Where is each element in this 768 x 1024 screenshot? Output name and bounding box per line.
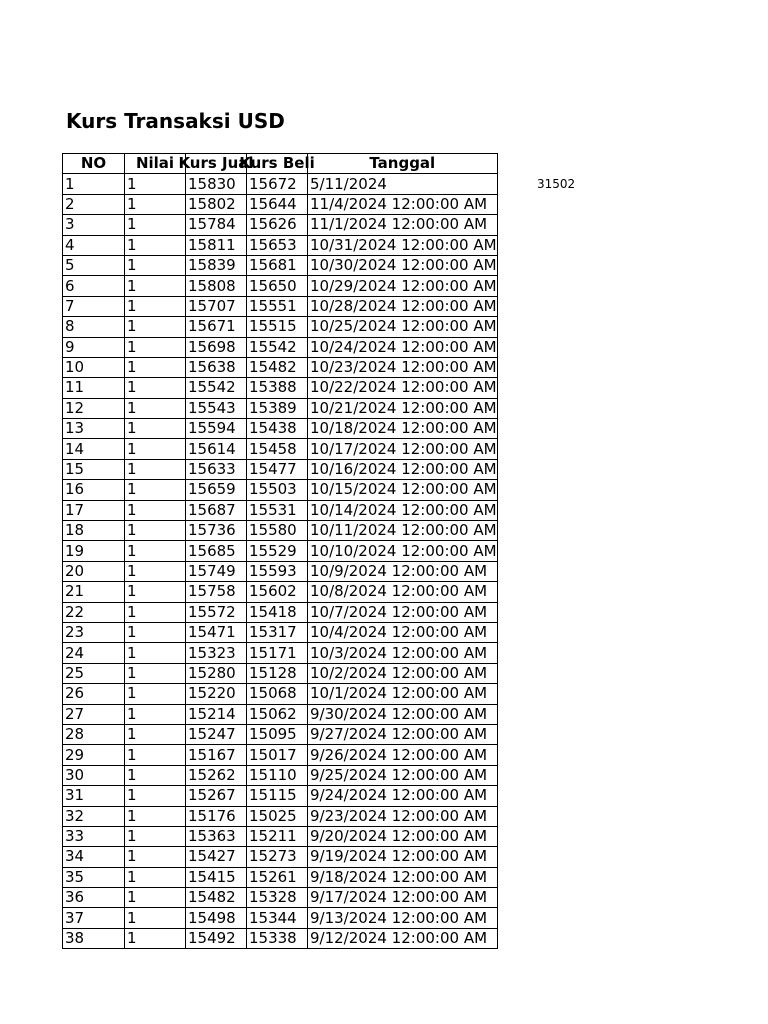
- cell-kurs-beli: 15068: [247, 684, 308, 704]
- header-kurs-beli: Kurs Beli: [239, 154, 315, 173]
- cell-no: 4: [63, 235, 125, 255]
- cell-kurs-beli: 15580: [247, 521, 308, 541]
- cell-no: 20: [63, 561, 125, 581]
- cell-kurs-beli: 15681: [247, 255, 308, 275]
- cell-no: 3: [63, 215, 125, 235]
- table-row: [63, 194, 498, 214]
- cell-nilai: 1: [125, 745, 186, 765]
- cell-no: 32: [63, 806, 125, 826]
- cell-tanggal: 10/25/2024 12:00:00 AM: [308, 317, 498, 337]
- cell-nilai: 1: [125, 235, 186, 255]
- cell-tanggal: 10/10/2024 12:00:00 AM: [308, 541, 498, 561]
- cell-nilai: 1: [125, 582, 186, 602]
- cell-kurs-jual: 15267: [186, 786, 247, 806]
- cell-kurs-beli: 15273: [247, 847, 308, 867]
- cell-tanggal: 10/11/2024 12:00:00 AM: [308, 521, 498, 541]
- cell-no: 18: [63, 521, 125, 541]
- cell-no: 21: [63, 582, 125, 602]
- cell-tanggal: 10/7/2024 12:00:00 AM: [308, 602, 498, 622]
- cell-kurs-beli: 15602: [247, 582, 308, 602]
- cell-kurs-jual: 15749: [186, 561, 247, 581]
- table-row: [63, 745, 498, 765]
- table-body: [63, 174, 498, 949]
- cell-no: 29: [63, 745, 125, 765]
- cell-tanggal: 10/4/2024 12:00:00 AM: [308, 622, 498, 642]
- cell-nilai: 1: [125, 928, 186, 948]
- table-row: [63, 419, 498, 439]
- table-row: [63, 867, 498, 887]
- cell-tanggal: 10/29/2024 12:00:00 AM: [308, 276, 498, 296]
- cell-kurs-beli: 15653: [247, 235, 308, 255]
- cell-kurs-beli: 15261: [247, 867, 308, 887]
- cell-tanggal: 10/3/2024 12:00:00 AM: [308, 643, 498, 663]
- cell-no: 34: [63, 847, 125, 867]
- cell-tanggal: 9/25/2024 12:00:00 AM: [308, 765, 498, 785]
- cell-tanggal: 10/30/2024 12:00:00 AM: [308, 255, 498, 275]
- cell-tanggal: 11/1/2024 12:00:00 AM: [308, 215, 498, 235]
- cell-tanggal: 10/14/2024 12:00:00 AM: [308, 500, 498, 520]
- cell-nilai: 1: [125, 663, 186, 683]
- cell-nilai: 1: [125, 194, 186, 214]
- cell-kurs-beli: 15531: [247, 500, 308, 520]
- cell-tanggal: 10/23/2024 12:00:00 AM: [308, 357, 498, 377]
- cell-tanggal: 5/11/2024: [308, 174, 498, 194]
- header-nilai: Nilai: [125, 154, 186, 174]
- cell-kurs-jual: 15839: [186, 255, 247, 275]
- cell-no: 17: [63, 500, 125, 520]
- cell-kurs-jual: 15707: [186, 296, 247, 316]
- cell-kurs-beli: 15211: [247, 826, 308, 846]
- cell-tanggal: 10/16/2024 12:00:00 AM: [308, 459, 498, 479]
- cell-kurs-beli: 15438: [247, 419, 308, 439]
- cell-kurs-beli: 15128: [247, 663, 308, 683]
- cell-tanggal: 10/9/2024 12:00:00 AM: [308, 561, 498, 581]
- cell-kurs-jual: 15542: [186, 378, 247, 398]
- table-row: [63, 622, 498, 642]
- cell-no: 1: [63, 174, 125, 194]
- cell-tanggal: 10/24/2024 12:00:00 AM: [308, 337, 498, 357]
- cell-kurs-beli: 15095: [247, 724, 308, 744]
- cell-no: 23: [63, 622, 125, 642]
- cell-kurs-jual: 15698: [186, 337, 247, 357]
- cell-nilai: 1: [125, 765, 186, 785]
- cell-no: 10: [63, 357, 125, 377]
- cell-tanggal: 11/4/2024 12:00:00 AM: [308, 194, 498, 214]
- table-row: [63, 847, 498, 867]
- table-row: [63, 826, 498, 846]
- cell-tanggal: 9/13/2024 12:00:00 AM: [308, 908, 498, 928]
- cell-kurs-beli: 15593: [247, 561, 308, 581]
- cell-nilai: 1: [125, 215, 186, 235]
- table-row: [63, 643, 498, 663]
- cell-kurs-jual: 15262: [186, 765, 247, 785]
- cell-kurs-jual: 15659: [186, 480, 247, 500]
- cell-tanggal: 9/24/2024 12:00:00 AM: [308, 786, 498, 806]
- cell-nilai: 1: [125, 847, 186, 867]
- cell-kurs-beli: 15418: [247, 602, 308, 622]
- cell-nilai: 1: [125, 602, 186, 622]
- table-row: [63, 786, 498, 806]
- cell-kurs-jual: 15498: [186, 908, 247, 928]
- cell-nilai: 1: [125, 622, 186, 642]
- side-note-value: 31502: [537, 177, 576, 191]
- cell-kurs-beli: 15110: [247, 765, 308, 785]
- cell-kurs-jual: 15736: [186, 521, 247, 541]
- cell-no: 33: [63, 826, 125, 846]
- cell-no: 24: [63, 643, 125, 663]
- cell-nilai: 1: [125, 643, 186, 663]
- cell-kurs-beli: 15551: [247, 296, 308, 316]
- cell-kurs-beli: 15389: [247, 398, 308, 418]
- table-row: [63, 255, 498, 275]
- cell-kurs-beli: 15515: [247, 317, 308, 337]
- cell-no: 35: [63, 867, 125, 887]
- cell-no: 22: [63, 602, 125, 622]
- cell-no: 28: [63, 724, 125, 744]
- cell-kurs-beli: 15650: [247, 276, 308, 296]
- table-row: [63, 888, 498, 908]
- cell-nilai: 1: [125, 888, 186, 908]
- table-row: [63, 582, 498, 602]
- cell-nilai: 1: [125, 398, 186, 418]
- cell-no: 12: [63, 398, 125, 418]
- cell-tanggal: 9/27/2024 12:00:00 AM: [308, 724, 498, 744]
- cell-no: 14: [63, 439, 125, 459]
- cell-kurs-jual: 15323: [186, 643, 247, 663]
- cell-kurs-jual: 15543: [186, 398, 247, 418]
- cell-no: 36: [63, 888, 125, 908]
- cell-nilai: 1: [125, 786, 186, 806]
- cell-kurs-beli: 15503: [247, 480, 308, 500]
- cell-kurs-beli: 15542: [247, 337, 308, 357]
- cell-tanggal: 9/20/2024 12:00:00 AM: [308, 826, 498, 846]
- cell-nilai: 1: [125, 704, 186, 724]
- cell-nilai: 1: [125, 826, 186, 846]
- table-row: [63, 480, 498, 500]
- cell-tanggal: 10/18/2024 12:00:00 AM: [308, 419, 498, 439]
- cell-kurs-beli: 15338: [247, 928, 308, 948]
- page-title: Kurs Transaksi USD: [66, 109, 285, 133]
- cell-no: 31: [63, 786, 125, 806]
- cell-tanggal: 10/21/2024 12:00:00 AM: [308, 398, 498, 418]
- cell-kurs-jual: 15363: [186, 826, 247, 846]
- cell-kurs-beli: 15317: [247, 622, 308, 642]
- cell-kurs-beli: 15672: [247, 174, 308, 194]
- cell-kurs-jual: 15633: [186, 459, 247, 479]
- cell-no: 9: [63, 337, 125, 357]
- table-row: [63, 439, 498, 459]
- table-row: [63, 459, 498, 479]
- table-row: [63, 928, 498, 948]
- table-row: [63, 378, 498, 398]
- cell-nilai: 1: [125, 541, 186, 561]
- table-row: [63, 765, 498, 785]
- cell-no: 11: [63, 378, 125, 398]
- table-row: [63, 521, 498, 541]
- cell-nilai: 1: [125, 521, 186, 541]
- cell-nilai: 1: [125, 174, 186, 194]
- table-row: [63, 296, 498, 316]
- cell-kurs-jual: 15427: [186, 847, 247, 867]
- cell-kurs-jual: 15471: [186, 622, 247, 642]
- table-row: [63, 663, 498, 683]
- cell-tanggal: 9/30/2024 12:00:00 AM: [308, 704, 498, 724]
- cell-kurs-beli: 15626: [247, 215, 308, 235]
- cell-kurs-jual: 15482: [186, 888, 247, 908]
- cell-kurs-jual: 15671: [186, 317, 247, 337]
- kurs-table: [62, 153, 498, 949]
- cell-tanggal: 10/1/2024 12:00:00 AM: [308, 684, 498, 704]
- cell-tanggal: 10/2/2024 12:00:00 AM: [308, 663, 498, 683]
- table-row: [63, 602, 498, 622]
- cell-kurs-jual: 15638: [186, 357, 247, 377]
- cell-kurs-beli: 15458: [247, 439, 308, 459]
- cell-kurs-jual: 15247: [186, 724, 247, 744]
- cell-kurs-beli: 15025: [247, 806, 308, 826]
- cell-kurs-beli: 15482: [247, 357, 308, 377]
- header-kurs-jual: Kurs Jual: [178, 154, 254, 173]
- cell-kurs-jual: 15614: [186, 439, 247, 459]
- cell-tanggal: 9/19/2024 12:00:00 AM: [308, 847, 498, 867]
- cell-nilai: 1: [125, 459, 186, 479]
- cell-nilai: 1: [125, 724, 186, 744]
- cell-no: 13: [63, 419, 125, 439]
- cell-kurs-beli: 15477: [247, 459, 308, 479]
- cell-no: 38: [63, 928, 125, 948]
- cell-nilai: 1: [125, 378, 186, 398]
- cell-no: 5: [63, 255, 125, 275]
- cell-kurs-beli: 15644: [247, 194, 308, 214]
- header-tanggal: Tanggal: [308, 154, 498, 174]
- cell-kurs-jual: 15808: [186, 276, 247, 296]
- cell-tanggal: 10/15/2024 12:00:00 AM: [308, 480, 498, 500]
- table-row: [63, 541, 498, 561]
- cell-nilai: 1: [125, 908, 186, 928]
- cell-kurs-jual: 15176: [186, 806, 247, 826]
- cell-kurs-beli: 15328: [247, 888, 308, 908]
- cell-nilai: 1: [125, 867, 186, 887]
- cell-nilai: 1: [125, 296, 186, 316]
- cell-nilai: 1: [125, 439, 186, 459]
- cell-kurs-jual: 15802: [186, 194, 247, 214]
- table-row: [63, 174, 498, 194]
- table-row: [63, 357, 498, 377]
- cell-kurs-jual: 15280: [186, 663, 247, 683]
- cell-kurs-beli: 15388: [247, 378, 308, 398]
- cell-kurs-jual: 15415: [186, 867, 247, 887]
- table-row: [63, 215, 498, 235]
- cell-nilai: 1: [125, 419, 186, 439]
- cell-nilai: 1: [125, 806, 186, 826]
- cell-tanggal: 9/12/2024 12:00:00 AM: [308, 928, 498, 948]
- cell-tanggal: 10/17/2024 12:00:00 AM: [308, 439, 498, 459]
- cell-tanggal: 10/22/2024 12:00:00 AM: [308, 378, 498, 398]
- cell-kurs-beli: 15115: [247, 786, 308, 806]
- cell-kurs-jual: 15811: [186, 235, 247, 255]
- table-row: [63, 235, 498, 255]
- cell-no: 15: [63, 459, 125, 479]
- table-row: [63, 398, 498, 418]
- cell-nilai: 1: [125, 480, 186, 500]
- table-row: [63, 704, 498, 724]
- cell-kurs-beli: 15344: [247, 908, 308, 928]
- cell-no: 27: [63, 704, 125, 724]
- header-no: NO: [63, 154, 125, 174]
- table-row: [63, 317, 498, 337]
- table-row: [63, 724, 498, 744]
- cell-kurs-jual: 15784: [186, 215, 247, 235]
- table-row: [63, 500, 498, 520]
- table-row: [63, 684, 498, 704]
- cell-kurs-jual: 15758: [186, 582, 247, 602]
- cell-nilai: 1: [125, 337, 186, 357]
- table-row: [63, 337, 498, 357]
- cell-no: 7: [63, 296, 125, 316]
- table-row: [63, 561, 498, 581]
- cell-no: 6: [63, 276, 125, 296]
- cell-kurs-jual: 15830: [186, 174, 247, 194]
- cell-kurs-beli: 15062: [247, 704, 308, 724]
- cell-kurs-jual: 15220: [186, 684, 247, 704]
- cell-kurs-jual: 15687: [186, 500, 247, 520]
- cell-no: 37: [63, 908, 125, 928]
- table-header-row: [63, 154, 498, 174]
- table-row: [63, 806, 498, 826]
- cell-nilai: 1: [125, 276, 186, 296]
- cell-no: 26: [63, 684, 125, 704]
- cell-kurs-jual: 15685: [186, 541, 247, 561]
- table-row: [63, 908, 498, 928]
- cell-kurs-beli: 15529: [247, 541, 308, 561]
- cell-no: 16: [63, 480, 125, 500]
- cell-nilai: 1: [125, 500, 186, 520]
- cell-kurs-beli: 15171: [247, 643, 308, 663]
- cell-tanggal: 10/31/2024 12:00:00 AM: [308, 235, 498, 255]
- table-row: [63, 276, 498, 296]
- cell-nilai: 1: [125, 561, 186, 581]
- cell-kurs-jual: 15167: [186, 745, 247, 765]
- cell-tanggal: 9/26/2024 12:00:00 AM: [308, 745, 498, 765]
- cell-no: 30: [63, 765, 125, 785]
- cell-tanggal: 9/23/2024 12:00:00 AM: [308, 806, 498, 826]
- cell-tanggal: 9/17/2024 12:00:00 AM: [308, 888, 498, 908]
- cell-nilai: 1: [125, 684, 186, 704]
- cell-kurs-jual: 15594: [186, 419, 247, 439]
- cell-kurs-jual: 15492: [186, 928, 247, 948]
- cell-kurs-jual: 15214: [186, 704, 247, 724]
- cell-no: 19: [63, 541, 125, 561]
- cell-tanggal: 9/18/2024 12:00:00 AM: [308, 867, 498, 887]
- cell-kurs-beli: 15017: [247, 745, 308, 765]
- cell-kurs-jual: 15572: [186, 602, 247, 622]
- cell-nilai: 1: [125, 255, 186, 275]
- cell-no: 2: [63, 194, 125, 214]
- cell-no: 25: [63, 663, 125, 683]
- cell-no: 8: [63, 317, 125, 337]
- cell-tanggal: 10/28/2024 12:00:00 AM: [308, 296, 498, 316]
- cell-tanggal: 10/8/2024 12:00:00 AM: [308, 582, 498, 602]
- cell-nilai: 1: [125, 317, 186, 337]
- cell-nilai: 1: [125, 357, 186, 377]
